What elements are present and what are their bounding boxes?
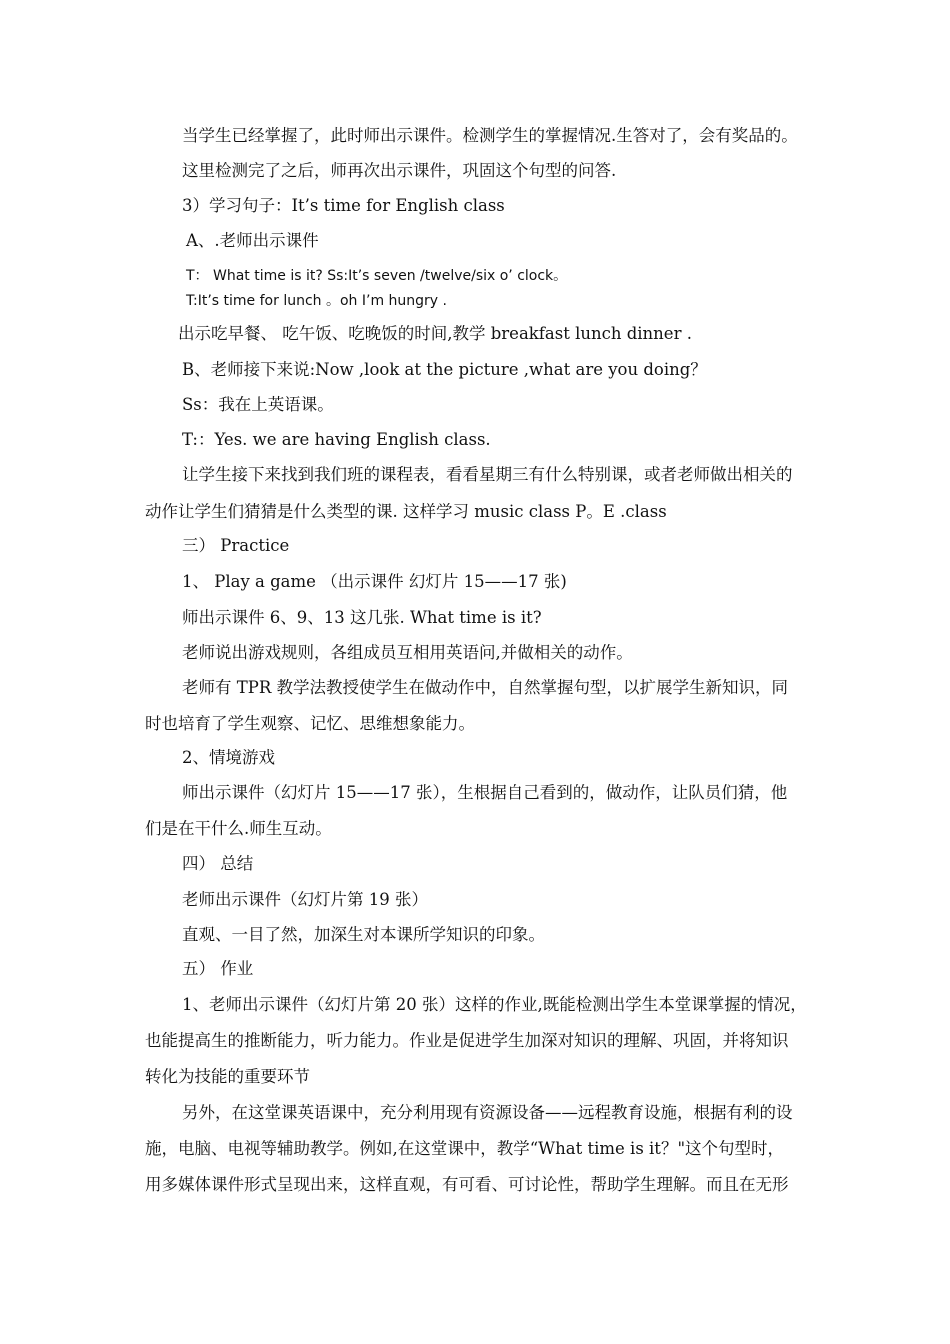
text-line: 让学生接下来找到我们班的课程表，看看星期三有什么特别课，或者老师做出相关的 — [182, 465, 793, 484]
text-line: 施，电脑、电视等辅助教学。例如,在这堂课中，教学“What time is it？"这个句型时， — [145, 1139, 785, 1158]
text-line: 当学生已经掌握了，此时师出示课件。检测学生的掌握情况.生答对了，会有奖品的。 — [182, 126, 798, 145]
text-line: 师出示课件（幻灯片 15——17 张），生根据自己看到的，做动作，让队员们猜，他 — [182, 783, 788, 802]
text-line: 动作让学生们猜猜是什么类型的课. 这样学习 music class P。E .class — [145, 502, 667, 521]
text-line: 出示吃早餐、 吃午饭、吃晚饭的时间,教学 breakfast lunch dinner . — [178, 324, 692, 343]
text-line: 1、 Play a game （出示课件 幻灯片 15——17 张) — [182, 572, 567, 591]
text-line: 转化为技能的重要环节 — [145, 1067, 310, 1086]
text-line: 时也培育了学生观察、记忆、思维想象能力。 — [145, 714, 475, 733]
text-line: T： What time is it? Ss:It’s seven /twelve/six o’ clock。 — [186, 268, 568, 284]
text-line: 老师有 TPR 教学法教授使学生在做动作中，自然掌握句型，以扩展学生新知识，同 — [182, 678, 789, 697]
text-line: 另外，在这堂课英语课中，充分利用现有资源设备——远程教育设施，根据有利的设 — [182, 1103, 793, 1122]
text-line: T:：Yes. we are having English class. — [182, 430, 491, 449]
text-line: 五） 作业 — [182, 959, 254, 978]
text-line: 3）学习句子：It’s time for English class — [182, 196, 505, 215]
text-line: 用多媒体课件形式呈现出来，这样直观，有可看、可讨论性，帮助学生理解。而且在无形 — [145, 1175, 789, 1194]
text-line: 2、情境游戏 — [182, 748, 275, 767]
text-line: 四） 总结 — [182, 854, 254, 873]
text-line: 老师说出游戏规则，各组成员互相用英语问,并做相关的动作。 — [182, 643, 633, 662]
text-line: 直观、一目了然，加深生对本课所学知识的印象。 — [182, 925, 545, 944]
text-line: 这里检测完了之后，师再次出示课件，巩固这个句型的问答. — [182, 161, 617, 180]
text-line: 师出示课件 6、9、13 这几张. What time is it? — [182, 608, 542, 627]
text-line: 也能提高生的推断能力，听力能力。作业是促进学生加深对知识的理解、巩固，并将知识 — [145, 1031, 789, 1050]
text-line: 老师出示课件（幻灯片第 19 张） — [182, 890, 428, 909]
text-line: A、.老师出示课件 — [186, 231, 319, 250]
text-line: B、老师接下来说:Now ,look at the picture ,what are you doing？ — [182, 360, 707, 379]
text-line: 1、老师出示课件（幻灯片第 20 张）这样的作业,既能检测出学生本堂课掌握的情况， — [182, 995, 807, 1014]
text-line: 们是在干什么.师生互动。 — [145, 819, 332, 838]
text-line: Ss：我在上英语课。 — [182, 395, 334, 414]
text-line: T:It’s time for lunch 。oh I’m hungry . — [186, 293, 447, 309]
text-line: 三） Practice — [182, 536, 290, 555]
